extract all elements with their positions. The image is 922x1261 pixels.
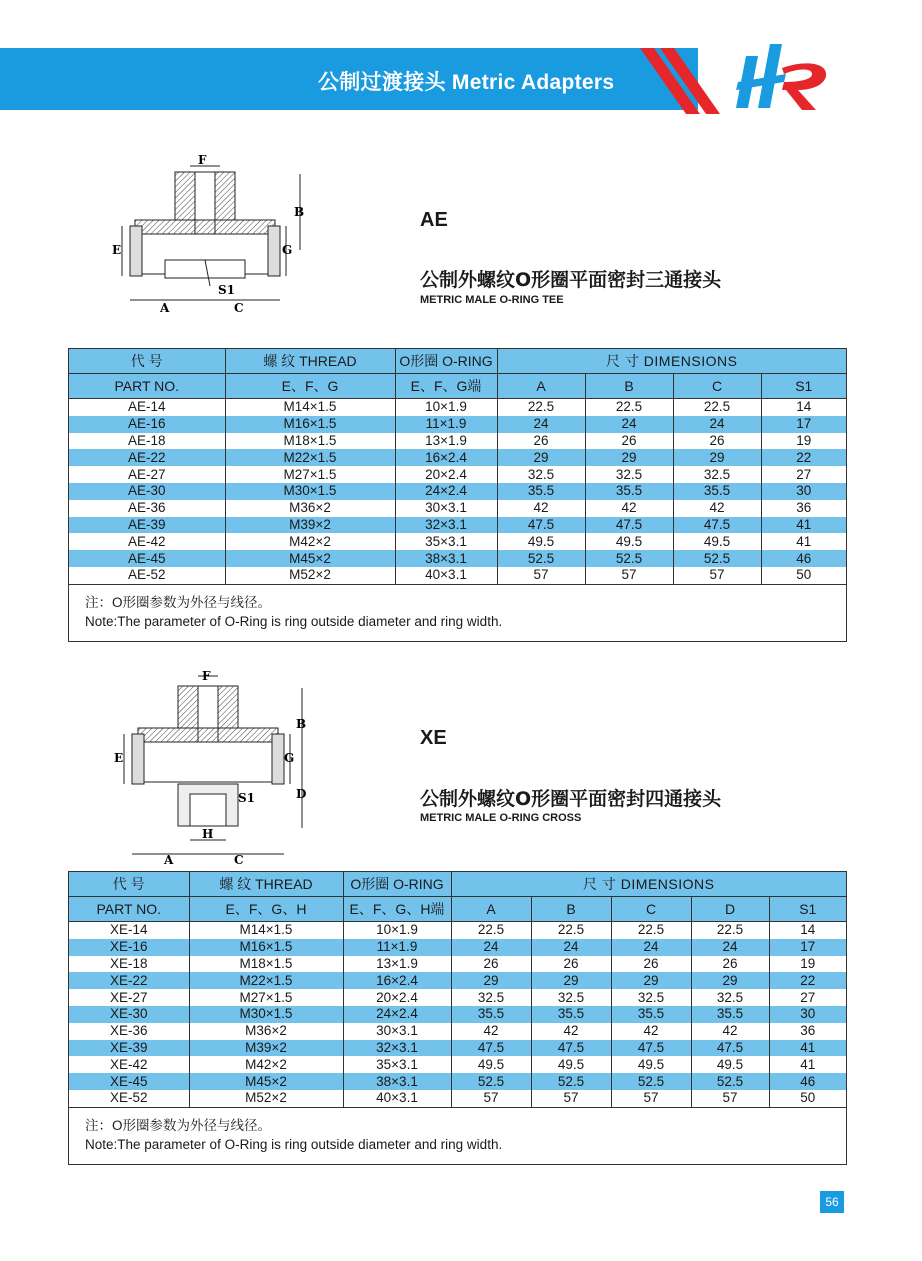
header-stripes-decoration — [640, 44, 720, 116]
table-cell: 52.5 — [451, 1073, 531, 1090]
xe-note — [69, 1107, 846, 1164]
label-g: G — [282, 243, 293, 257]
table-cell: 46 — [769, 1073, 846, 1090]
header-thread: 螺 纹 THREAD — [189, 872, 343, 897]
table-cell: 29 — [691, 972, 769, 989]
table-cell: 49.5 — [585, 533, 673, 550]
note-en: Note:The parameter of O-Ring is ring outside diameter and ring width. — [85, 613, 503, 629]
table-cell: 32×3.1 — [395, 517, 497, 534]
table-cell: 52.5 — [585, 550, 673, 567]
table-cell: 38×3.1 — [343, 1073, 451, 1090]
table-cell: 22 — [769, 972, 846, 989]
table-cell: 35.5 — [585, 483, 673, 500]
label-g: G — [284, 751, 295, 765]
table-row — [69, 1090, 846, 1107]
part-number-cell: AE-52 — [69, 567, 225, 584]
part-number-cell: XE-30 — [69, 1006, 189, 1023]
table-cell: 41 — [800, 1056, 816, 1072]
table-cell: M22×1.5 — [189, 972, 343, 989]
table-cell: 13×1.9 — [395, 433, 497, 450]
part-number-cell: XE-14 — [69, 922, 189, 939]
table-cell: 29 — [611, 972, 691, 989]
note-en: Note:The parameter of O-Ring is ring outside diameter and ring width. — [85, 1136, 503, 1152]
table-cell: 24 — [673, 416, 761, 433]
table-cell: M42×2 — [225, 533, 395, 550]
xe-title-cn: 公制外螺纹O形圈平面密封四通接头 — [420, 788, 722, 810]
part-number-cell: XE-52 — [69, 1090, 189, 1107]
table-cell: M14×1.5 — [225, 399, 395, 416]
table-cell: 42 — [497, 500, 585, 517]
table-cell: 42 — [611, 1023, 691, 1040]
table-cell: M30×1.5 — [189, 1006, 343, 1023]
table-cell: 36 — [796, 500, 812, 516]
table-cell: M45×2 — [225, 550, 395, 567]
table-cell: 26 — [585, 433, 673, 450]
table-cell: M14×1.5 — [189, 922, 343, 939]
header-dimensions: 尺 寸 DIMENSIONS — [497, 349, 846, 374]
table-cell: 24 — [531, 939, 611, 956]
table-cell: 41 — [796, 533, 812, 549]
label-b: B — [294, 205, 305, 219]
subheader-part-no: PART NO. — [69, 374, 225, 399]
table-row — [69, 517, 846, 534]
table-cell: M22×1.5 — [225, 449, 395, 466]
table-cell: 30 — [761, 483, 846, 500]
ae-title-cn: 公制外螺纹O形圈平面密封三通接头 — [420, 269, 722, 291]
table-cell: 26 — [531, 956, 611, 973]
table-cell: 22.5 — [585, 399, 673, 416]
xe-title-en: METRIC MALE O-RING CROSS — [420, 812, 582, 824]
subheader-thread-ends: E、F、G、H — [189, 897, 343, 922]
part-number-cell: AE-27 — [69, 466, 225, 483]
label-d: D — [296, 787, 307, 801]
table-row — [69, 956, 846, 973]
table-cell: 26 — [691, 956, 769, 973]
table-cell: 17 — [761, 416, 846, 433]
table-cell: 32×3.1 — [343, 1040, 451, 1057]
table-cell: 32.5 — [691, 989, 769, 1006]
table-cell: M52×2 — [225, 567, 395, 584]
table-row — [69, 483, 846, 500]
label-f: F — [202, 669, 211, 683]
table-cell: M39×2 — [225, 517, 395, 534]
subheader-part-no: PART NO. — [69, 897, 189, 922]
table-cell: 47.5 — [531, 1040, 611, 1057]
table-cell: 35.5 — [673, 483, 761, 500]
table-cell: 57 — [691, 1090, 769, 1107]
table-cell: M36×2 — [189, 1023, 343, 1040]
table-cell: 41 — [761, 517, 846, 534]
table-cell: 38×3.1 — [395, 550, 497, 567]
ae-title-en: METRIC MALE O-RING TEE — [420, 294, 564, 306]
part-number-cell: AE-36 — [69, 500, 225, 517]
table-cell: 14 — [800, 922, 816, 938]
table-row — [69, 1006, 846, 1023]
subheader-thread-ends: E、F、G — [225, 374, 395, 399]
table-cell: 22.5 — [451, 922, 531, 939]
table-cell: 26 — [673, 433, 761, 450]
label-b: B — [296, 717, 307, 731]
table-cell: M36×2 — [225, 500, 395, 517]
table-cell: M27×1.5 — [225, 466, 395, 483]
table-cell: 36 — [800, 1023, 816, 1039]
part-number-cell: AE-42 — [69, 533, 225, 550]
table-cell: 29 — [531, 972, 611, 989]
table-cell: 52.5 — [691, 1073, 769, 1090]
table-cell: 35×3.1 — [395, 533, 497, 550]
part-number-cell: AE-22 — [69, 449, 225, 466]
table-cell: 30×3.1 — [395, 500, 497, 517]
xe-code: XE — [420, 727, 447, 749]
table-cell: 35.5 — [497, 483, 585, 500]
table-cell: M52×2 — [189, 1090, 343, 1107]
table-cell: 24×2.4 — [395, 483, 497, 500]
table-cell: 19 — [800, 955, 816, 971]
table-cell: 22.5 — [673, 399, 761, 416]
table-row — [69, 533, 846, 550]
table-cell: 35.5 — [691, 1006, 769, 1023]
table-cell: 24 — [497, 416, 585, 433]
table-cell: 35.5 — [451, 1006, 531, 1023]
table-row — [69, 1023, 846, 1040]
table-cell: 42 — [531, 1023, 611, 1040]
table-cell: 29 — [585, 449, 673, 466]
table-row — [69, 433, 846, 450]
part-number-cell: XE-27 — [69, 989, 189, 1006]
subheader-oring-ends: E、F、G端 — [395, 374, 497, 399]
table-cell: 24 — [451, 939, 531, 956]
table-row — [69, 500, 846, 517]
subheader-b: B — [531, 897, 611, 922]
subheader-a: A — [497, 374, 585, 399]
part-number-cell: XE-39 — [69, 1040, 189, 1057]
table-cell: 49.5 — [673, 533, 761, 550]
table-cell: M16×1.5 — [189, 939, 343, 956]
subheader-s1: S1 — [761, 374, 846, 399]
label-e: E — [112, 243, 122, 257]
label-f: F — [198, 153, 207, 167]
ae-note — [69, 584, 846, 641]
label-c: C — [234, 301, 244, 315]
table-cell: 32.5 — [531, 989, 611, 1006]
table-cell: 22 — [761, 449, 846, 466]
table-cell: M39×2 — [189, 1040, 343, 1057]
table-cell: 57 — [497, 567, 585, 584]
table-cell: 57 — [673, 567, 761, 584]
page-number: 56 — [820, 1191, 844, 1213]
table-cell: 19 — [796, 432, 812, 448]
subheader-oring-ends: E、F、G、H端 — [343, 897, 451, 922]
xe-spec-table — [68, 871, 847, 1165]
table-cell: 52.5 — [497, 550, 585, 567]
table-cell: 29 — [451, 972, 531, 989]
part-number-cell: XE-22 — [69, 972, 189, 989]
part-number-cell: AE-18 — [69, 433, 225, 450]
note-cn: 注：O形圈参数为外径与线径。 — [85, 1117, 272, 1133]
subheader-d: D — [691, 897, 769, 922]
table-cell: 49.5 — [531, 1056, 611, 1073]
table-cell: 35.5 — [531, 1006, 611, 1023]
table-cell: 20×2.4 — [343, 989, 451, 1006]
table-cell: M16×1.5 — [225, 416, 395, 433]
table-cell: 47.5 — [451, 1040, 531, 1057]
part-number-cell: AE-14 — [69, 399, 225, 416]
table-cell: M18×1.5 — [189, 956, 343, 973]
table-cell: 20×2.4 — [395, 466, 497, 483]
header-oring: O形圈 O-RING — [395, 349, 497, 374]
table-cell: 52.5 — [531, 1073, 611, 1090]
table-cell: 32.5 — [585, 466, 673, 483]
part-number-cell: AE-45 — [69, 550, 225, 567]
table-cell: 24 — [611, 939, 691, 956]
header-thread: 螺 纹 THREAD — [225, 349, 395, 374]
table-cell: 50 — [800, 1090, 816, 1106]
table-cell: 40×3.1 — [395, 567, 497, 584]
table-cell: 26 — [611, 956, 691, 973]
table-cell: 57 — [531, 1090, 611, 1107]
table-cell: 30 — [769, 1006, 846, 1023]
table-cell: 16×2.4 — [395, 449, 497, 466]
table-cell: 47.5 — [611, 1040, 691, 1057]
header-code: 代 号 — [69, 349, 225, 374]
table-cell: 42 — [585, 500, 673, 517]
table-row — [69, 1073, 846, 1090]
part-number-cell: AE-30 — [69, 483, 225, 500]
table-cell: 52.5 — [611, 1073, 691, 1090]
table-cell: 30×3.1 — [343, 1023, 451, 1040]
table-cell: 26 — [451, 956, 531, 973]
table-cell: 16×2.4 — [343, 972, 451, 989]
table-cell: 22.5 — [691, 922, 769, 939]
table-cell: 32.5 — [673, 466, 761, 483]
table-row — [69, 1040, 846, 1057]
table-cell: 32.5 — [611, 989, 691, 1006]
table-cell: 11×1.9 — [395, 416, 497, 433]
company-logo — [724, 38, 834, 118]
table-cell: 14 — [796, 399, 812, 415]
part-number-cell: XE-18 — [69, 956, 189, 973]
table-row — [69, 416, 846, 433]
table-cell: 22.5 — [497, 399, 585, 416]
ae-tee-drawing — [110, 150, 310, 315]
table-cell: 49.5 — [691, 1056, 769, 1073]
table-row — [69, 466, 846, 483]
table-cell: 47.5 — [691, 1040, 769, 1057]
table-cell: 42 — [673, 500, 761, 517]
header-dimensions: 尺 寸 DIMENSIONS — [451, 872, 846, 897]
part-number-cell: AE-39 — [69, 517, 225, 534]
table-cell: M45×2 — [189, 1073, 343, 1090]
table-cell: 24 — [691, 939, 769, 956]
table-cell: 22.5 — [611, 922, 691, 939]
part-number-cell: XE-16 — [69, 939, 189, 956]
table-cell: 13×1.9 — [343, 956, 451, 973]
label-s1: S1 — [238, 791, 256, 805]
table-cell: 47.5 — [673, 517, 761, 534]
page-title: 公制过渡接头 Metric Adapters — [318, 71, 615, 94]
label-s1: S1 — [218, 283, 236, 297]
table-cell: 27 — [800, 989, 816, 1005]
part-number-cell: XE-45 — [69, 1073, 189, 1090]
table-cell: 24 — [585, 416, 673, 433]
subheader-a: A — [451, 897, 531, 922]
table-cell: 49.5 — [497, 533, 585, 550]
header-code: 代 号 — [69, 872, 189, 897]
table-cell: 17 — [769, 939, 846, 956]
table-cell: 47.5 — [497, 517, 585, 534]
part-number-cell: XE-36 — [69, 1023, 189, 1040]
table-cell: 57 — [611, 1090, 691, 1107]
table-row — [69, 550, 846, 567]
subheader-b: B — [585, 374, 673, 399]
table-cell: M30×1.5 — [225, 483, 395, 500]
part-number-cell: XE-42 — [69, 1056, 189, 1073]
part-number-cell: AE-16 — [69, 416, 225, 433]
table-cell: 49.5 — [611, 1056, 691, 1073]
subheader-s1: S1 — [769, 897, 846, 922]
table-cell: 52.5 — [673, 550, 761, 567]
table-cell: 46 — [761, 550, 846, 567]
table-cell: 35×3.1 — [343, 1056, 451, 1073]
table-cell: M18×1.5 — [225, 433, 395, 450]
table-row — [69, 989, 846, 1006]
table-cell: 24×2.4 — [343, 1006, 451, 1023]
table-row — [69, 922, 846, 939]
table-cell: 11×1.9 — [343, 939, 451, 956]
table-cell: 41 — [769, 1040, 846, 1057]
table-row — [69, 449, 846, 466]
table-cell: 57 — [451, 1090, 531, 1107]
table-cell: 42 — [451, 1023, 531, 1040]
label-c: C — [234, 853, 244, 866]
table-cell: 47.5 — [585, 517, 673, 534]
table-row — [69, 939, 846, 956]
table-row — [69, 399, 846, 416]
table-cell: 49.5 — [451, 1056, 531, 1073]
table-cell: 29 — [497, 449, 585, 466]
table-cell: M27×1.5 — [189, 989, 343, 1006]
table-cell: 26 — [497, 433, 585, 450]
subheader-c: C — [611, 897, 691, 922]
label-e: E — [114, 751, 124, 765]
note-cn: 注：O形圈参数为外径与线径。 — [85, 594, 272, 610]
table-cell: 22.5 — [531, 922, 611, 939]
table-row — [69, 1056, 846, 1073]
table-cell: 40×3.1 — [343, 1090, 451, 1107]
label-a: A — [164, 853, 174, 866]
table-cell: 42 — [691, 1023, 769, 1040]
table-cell: 10×1.9 — [395, 399, 497, 416]
ae-spec-table — [68, 348, 847, 642]
table-cell: 50 — [796, 567, 812, 583]
label-h: H — [202, 827, 214, 841]
table-cell: 32.5 — [497, 466, 585, 483]
label-a: A — [160, 301, 170, 315]
table-cell: 57 — [585, 567, 673, 584]
table-cell: 10×1.9 — [343, 922, 451, 939]
table-cell: 32.5 — [451, 989, 531, 1006]
table-row — [69, 972, 846, 989]
table-cell: 29 — [673, 449, 761, 466]
table-cell: M42×2 — [189, 1056, 343, 1073]
subheader-c: C — [673, 374, 761, 399]
table-cell: 35.5 — [611, 1006, 691, 1023]
ae-code: AE — [420, 209, 448, 231]
table-cell: 27 — [796, 466, 812, 482]
header-oring: O形圈 O-RING — [343, 872, 451, 897]
table-row — [69, 567, 846, 584]
xe-cross-drawing — [110, 668, 310, 866]
